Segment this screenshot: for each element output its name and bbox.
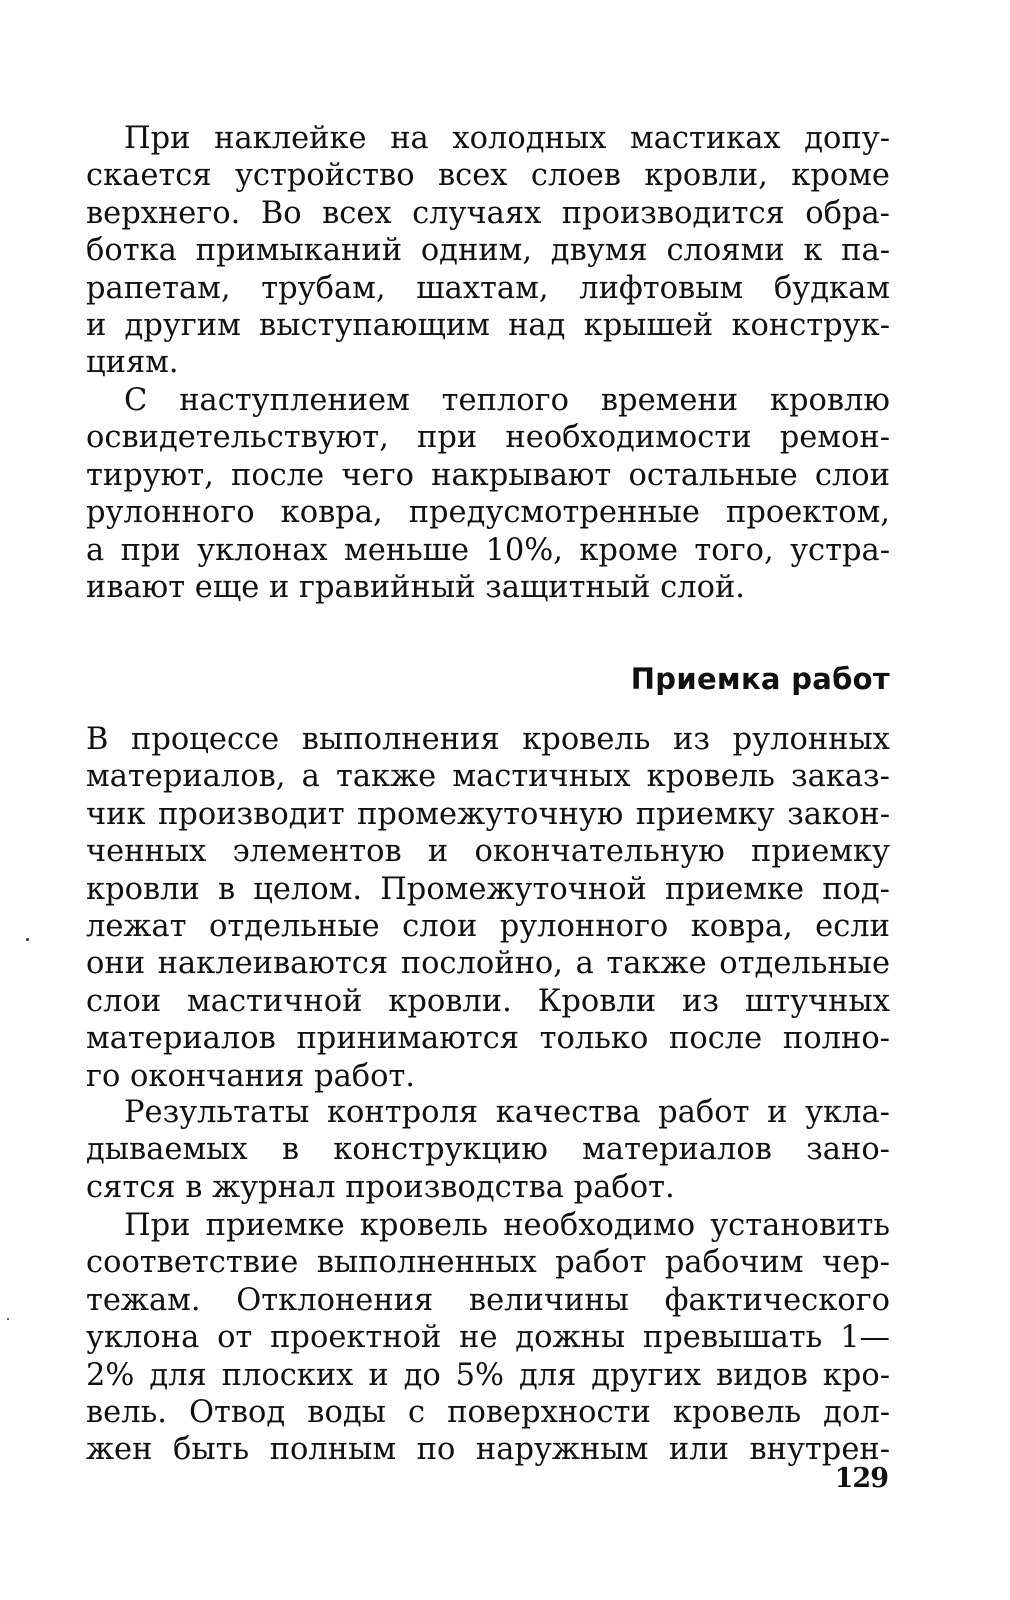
text-line: В процессе выполнения кровель из рулонных bbox=[86, 722, 890, 757]
text-line: ивают еще и гравийный защитный слой. bbox=[86, 570, 745, 606]
text-line: тируют, после чего накрывают остальные слои bbox=[86, 457, 890, 493]
text-line: уклона от проектной не дожны превышать 1— bbox=[86, 1320, 890, 1356]
page-number: 129 bbox=[834, 1463, 888, 1494]
text-line: кровли в целом. Промежуточной приемке под- bbox=[86, 871, 890, 907]
book-page bbox=[86, 120, 890, 1580]
text-line: и другим выступающим над крышей конструк- bbox=[86, 308, 890, 344]
text-line: циям. bbox=[86, 345, 179, 381]
text-line: Результаты контроля качества работ и укла- bbox=[124, 1095, 890, 1130]
text-line: го окончания работ. bbox=[86, 1058, 416, 1094]
text-line: лежат отдельные слои рулонного ковра, если bbox=[86, 909, 890, 945]
text-line: 2% для плоских и до 5% для других видов кро- bbox=[86, 1357, 890, 1393]
text-line: рулонного ковра, предусмотренные проектом, bbox=[86, 495, 890, 531]
text-line: скается устройство всех слоев кровли, кроме bbox=[86, 158, 890, 194]
text-line: ченных элементов и окончательную приемку bbox=[86, 834, 890, 870]
text-line: слои мастичной кровли. Кровли из штучных bbox=[86, 983, 890, 1019]
text-line: жен быть полным по наружным или внутрен- bbox=[86, 1432, 890, 1468]
paragraph bbox=[86, 382, 890, 606]
paragraph bbox=[86, 120, 890, 382]
scan-speck bbox=[26, 938, 29, 941]
text-line: они наклеиваются послойно, а также отдельные bbox=[86, 946, 890, 982]
text-line: освидетельствуют, при необходимости ремон- bbox=[86, 420, 890, 456]
text-line: материалов принимаются только после полно- bbox=[86, 1021, 890, 1057]
paragraph bbox=[86, 1094, 890, 1206]
text-line: При приемке кровель необходимо установить bbox=[124, 1208, 890, 1243]
paragraph bbox=[86, 1207, 890, 1469]
text-line: а при уклонах меньше 10%, кроме того, устра- bbox=[86, 532, 890, 568]
text-line: соответствие выполненных работ рабочим чер- bbox=[86, 1245, 890, 1281]
scan-speck bbox=[7, 1318, 9, 1320]
text-line: дываемых в конструкцию материалов зано- bbox=[86, 1132, 890, 1168]
text-line: ботка примыканий одним, двумя слоями к па- bbox=[86, 233, 890, 269]
text-line: С наступлением теплого времени кровлю bbox=[124, 383, 890, 418]
text-line: При наклейке на холодных мастиках допу- bbox=[124, 121, 890, 156]
text-line: сятся в журнал производства работ. bbox=[86, 1169, 675, 1205]
text-line: рапетам, трубам, шахтам, лифтовым будкам bbox=[86, 270, 890, 306]
text-line: вель. Отвод воды с поверхности кровель дол- bbox=[86, 1395, 890, 1431]
text-line: тежам. Отклонения величины фактического bbox=[86, 1282, 890, 1318]
section-heading: Приемка работ bbox=[630, 662, 890, 696]
text-line: чик производит промежуточную приемку закон- bbox=[86, 796, 890, 832]
text-line: материалов, а также мастичных кровель заказ- bbox=[86, 759, 890, 795]
text-line: верхнего. Во всех случаях производится обра- bbox=[86, 195, 890, 231]
paragraph bbox=[86, 721, 890, 1095]
